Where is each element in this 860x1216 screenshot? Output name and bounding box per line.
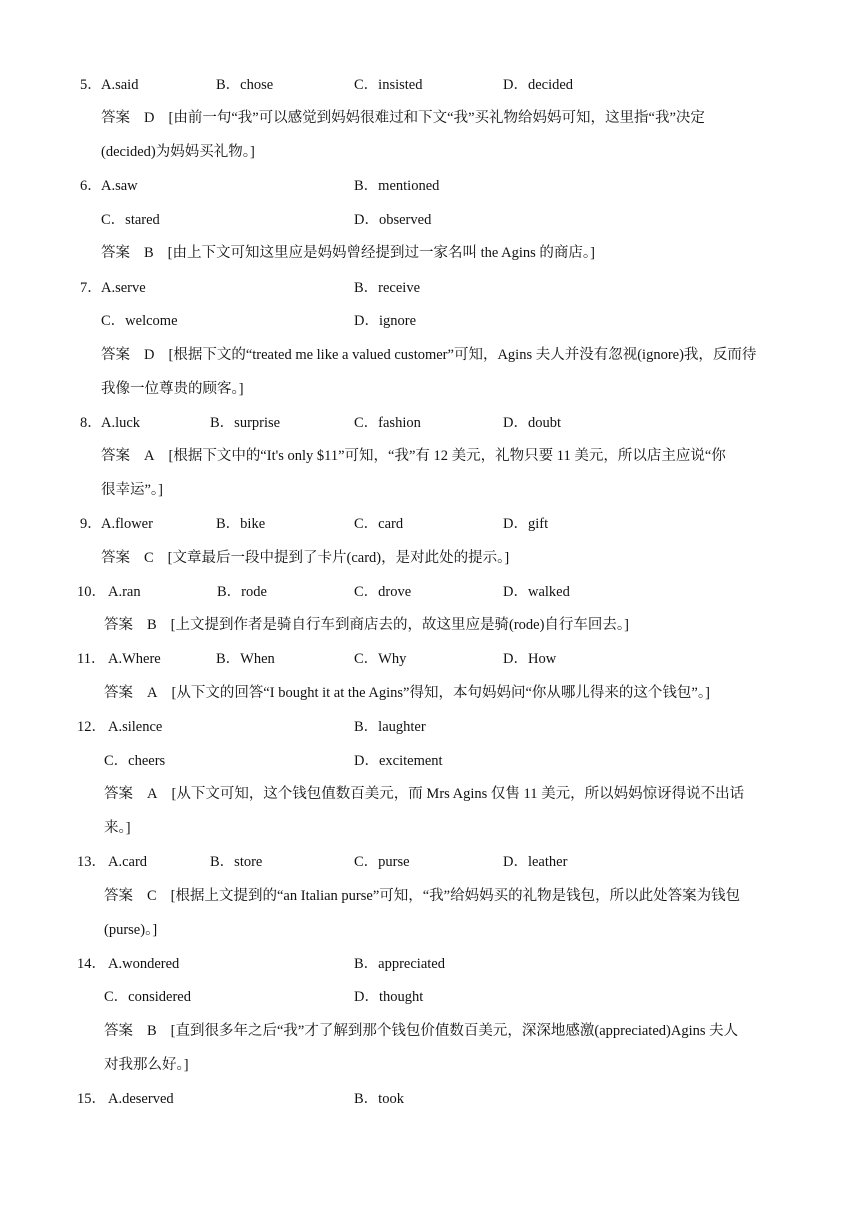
option-b: B．store: [210, 854, 263, 870]
answer-14: [104, 1021, 738, 1041]
option-b: B．laughter: [354, 719, 426, 735]
answer-label: 答案: [101, 550, 130, 566]
option-a: A.serve: [101, 280, 146, 296]
answer-key: A: [144, 448, 155, 464]
answer-label: 答案: [104, 617, 133, 633]
option-c: C．welcome: [101, 313, 178, 329]
explanation-line: [直到很多年之后“我”才了解到那个钱包价值数百美元，深深地感激(appreciated)Agins 夫人: [170, 1023, 739, 1039]
explanation-continuation: 对我那么好。]: [104, 1057, 189, 1073]
question-number: 10．: [77, 584, 106, 600]
question-number: 6．: [80, 178, 102, 194]
option-b: B．appreciated: [354, 956, 445, 972]
option-c: C．purse: [354, 854, 410, 870]
option-a: A.ran: [108, 584, 141, 600]
option-b: B．receive: [354, 280, 421, 296]
answer-label: 答案: [104, 786, 133, 802]
question-number: 12．: [77, 719, 106, 735]
answer-label: 答案: [101, 347, 130, 363]
option-a: A.silence: [108, 719, 163, 735]
question-number: 9．: [80, 516, 102, 532]
option-b: B．surprise: [210, 415, 281, 431]
option-a: A.saw: [101, 178, 138, 194]
answer-key: B: [147, 617, 157, 633]
option-a: A.said: [101, 77, 139, 93]
explanation-line: [由前一句“我”可以感觉到妈妈很难过和下文“我”买礼物给妈妈可知，这里指“我”决定: [168, 110, 705, 126]
option-b: B．chose: [216, 77, 274, 93]
explanation-continuation: (purse)。]: [104, 922, 158, 938]
option-d: D．walked: [503, 584, 570, 600]
option-d: D．doubt: [503, 415, 561, 431]
option-d: D．ignore: [354, 313, 417, 329]
explanation-continuation: 我像一位尊贵的顾客。]: [101, 381, 244, 397]
answer-label: 答案: [104, 888, 133, 904]
answer-10: [104, 615, 629, 635]
option-d: D．thought: [354, 989, 424, 1005]
option-a: A.flower: [101, 516, 153, 532]
answer-key: D: [144, 347, 155, 363]
answer-key: A: [147, 685, 158, 701]
option-d: D．How: [503, 651, 557, 667]
answer-8: [101, 446, 726, 466]
option-a: A.wondered: [108, 956, 180, 972]
answer-key: B: [144, 245, 154, 261]
explanation-line: [从下文的回答“I bought it at the Agins”得知，本句妈妈问“你从哪儿得来的这个钱包”。]: [171, 685, 710, 701]
explanation-line: [文章最后一段中提到了卡片(card)，是对此处的提示。]: [167, 550, 510, 566]
answer-key: C: [147, 888, 157, 904]
option-c: C．Why: [354, 651, 407, 667]
option-b: B．mentioned: [354, 178, 440, 194]
explanation-continuation: 很幸运”。]: [101, 482, 164, 498]
answer-5: [101, 108, 705, 128]
option-c: C．stared: [101, 212, 160, 228]
option-a: A.luck: [101, 415, 141, 431]
question-number: 14．: [77, 956, 106, 972]
option-a: A.deserved: [108, 1091, 174, 1107]
option-c: C．fashion: [354, 415, 421, 431]
question-number: 5．: [80, 77, 102, 93]
option-a: A.card: [108, 854, 148, 870]
explanation-line: [根据下文的“treated me like a valued customer”可知，Agins 夫人并没有忽视(ignore)我，反而待: [168, 347, 757, 363]
option-b: B．bike: [216, 516, 266, 532]
explanation-line: [由上下文可知这里应是妈妈曾经提到过一家名叫 the Agins 的商店。]: [167, 245, 596, 261]
option-c: C．cheers: [104, 753, 166, 769]
answer-9: [101, 548, 509, 568]
answer-label: 答案: [101, 110, 130, 126]
answer-key: C: [144, 550, 154, 566]
option-a: A.Where: [108, 651, 161, 667]
explanation-line: [从下文可知，这个钱包值数百美元，而 Mrs Agins 仅售 11 美元，所以妈妈惊讶得说不出话: [171, 786, 745, 802]
answer-key: A: [147, 786, 158, 802]
option-d: D．observed: [354, 212, 432, 228]
answer-11: [104, 683, 710, 703]
option-b: B．When: [216, 651, 275, 667]
answer-12: [104, 784, 744, 804]
answer-label: 答案: [104, 685, 133, 701]
option-c: C．insisted: [354, 77, 423, 93]
answer-key: D: [144, 110, 155, 126]
question-number: 11．: [77, 651, 106, 667]
answer-6: [101, 243, 595, 263]
answer-7: [101, 345, 756, 365]
question-number: 15．: [77, 1091, 106, 1107]
option-d: D．gift: [503, 516, 549, 532]
option-c: C．card: [354, 516, 404, 532]
question-number: 7．: [80, 280, 102, 296]
answer-key: B: [147, 1023, 157, 1039]
option-b: B．rode: [217, 584, 267, 600]
answer-13: [104, 886, 740, 906]
question-number: 8．: [80, 415, 102, 431]
option-c: C．drove: [354, 584, 412, 600]
explanation-line: [根据上文提到的“an Italian purse”可知，“我”给妈妈买的礼物是钱包，所以此处答案为钱包: [170, 888, 741, 904]
explanation-continuation: (decided)为妈妈买礼物。]: [101, 144, 255, 160]
answer-label: 答案: [101, 245, 130, 261]
answer-label: 答案: [101, 448, 130, 464]
explanation-continuation: 来。]: [104, 820, 131, 836]
explanation-line: [上文提到作者是骑自行车到商店去的，故这里应是骑(rode)自行车回去。]: [170, 617, 629, 633]
option-c: C．considered: [104, 989, 191, 1005]
option-b: B．took: [354, 1091, 404, 1107]
option-d: D．leather: [503, 854, 568, 870]
option-d: D．decided: [503, 77, 574, 93]
question-number: 13．: [77, 854, 106, 870]
option-d: D．excitement: [354, 753, 443, 769]
answer-label: 答案: [104, 1023, 133, 1039]
explanation-line: [根据下文中的“It's only $11”可知，“我”有 12 美元，礼物只要 11 美元，所以店主应说“你: [168, 448, 726, 464]
